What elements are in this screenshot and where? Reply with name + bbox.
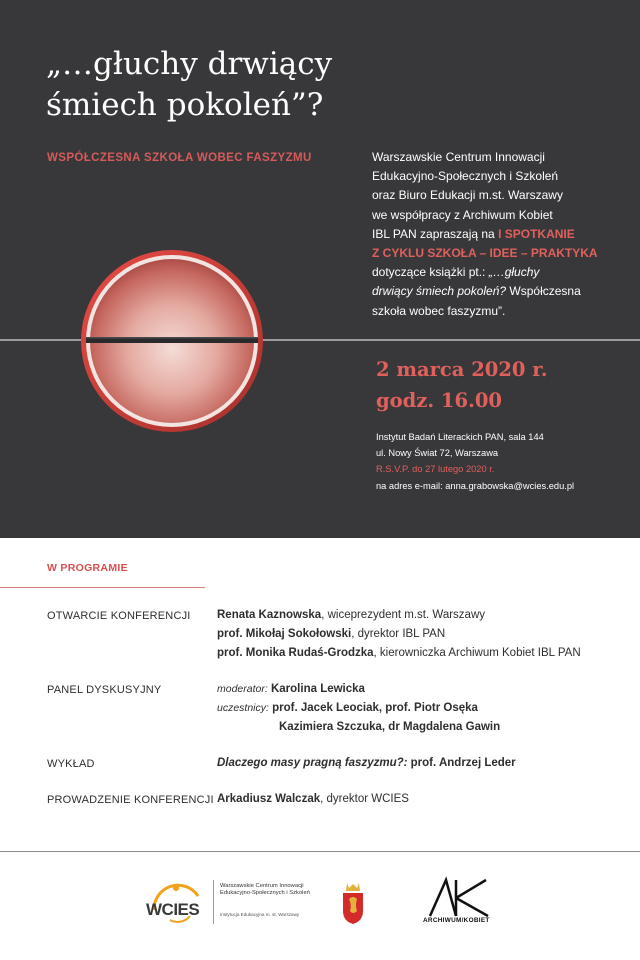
poster-title [46, 44, 366, 126]
invite-line: oraz Biuro Edukacji m.st. Warszawy [372, 188, 563, 203]
invite-text: dotyczące książki pt.: [372, 265, 489, 280]
venue-info [376, 429, 574, 494]
participants-names: prof. Jacek Leociak, prof. Piotr Osęka [272, 702, 478, 714]
speaker-role: , wiceprezydent m.st. Warszawy [321, 609, 485, 621]
lecture-title: Dlaczego masy pragną faszyzmu?: [217, 757, 408, 769]
invite-line [372, 282, 622, 301]
opening-label: OTWARCIE KONFERENCJI [47, 610, 191, 622]
lecture-line [217, 757, 516, 769]
invite-line: szkoła wobec faszyzmu”. [372, 303, 506, 318]
red-disc-illustration [80, 249, 264, 433]
speaker-name: prof. Mikołaj Sokołowski [217, 628, 352, 640]
org-name-line: Edukacyjno-Społecznych i Szkoleń [220, 890, 310, 897]
speaker-line [217, 647, 581, 659]
rsvp-deadline: R.S.V.P. do 27 lutego 2020 r. [376, 464, 495, 475]
meeting-number: I SPOTKANIE [498, 226, 575, 241]
archiwum-kobiet-logo-text: ARCHIWUM/KOBIET [423, 917, 490, 924]
host-role: , dyrektor WCIES [320, 793, 409, 805]
speaker-role: , dyrektor IBL PAN [351, 628, 446, 640]
moderator-name: Karolina Lewicka [270, 683, 365, 695]
book-title: „…głuchy [488, 265, 540, 280]
event-date: 2 marca 2020 r. [376, 358, 548, 381]
speaker-role: , kierowniczka Archiwum Kobiet IBL PAN [373, 647, 581, 659]
event-datetime [376, 354, 548, 416]
invite-text: Współczesna [506, 284, 581, 299]
title-line-1: „…głuchy drwiący [46, 46, 333, 82]
closing-label: PROWADZENIE KONFERENCJI [47, 794, 214, 806]
participants-names: Kazimiera Szczuka, dr Magdalena Gawin [279, 721, 501, 733]
invitation-text [372, 148, 622, 321]
participants-line [217, 702, 478, 714]
programme-header: W PROGRAMIE [47, 562, 128, 574]
speaker-name: Renata Kaznowska [217, 609, 322, 621]
logo-divider [213, 880, 214, 924]
lecture-speaker: prof. Andrzej Leder [407, 757, 516, 769]
panel-label: PANEL DYSKUSYJNY [47, 684, 162, 696]
speaker-name: prof. Monika Rudaś-Grodzka [217, 647, 374, 659]
invite-text: IBL PAN zapraszają na [372, 226, 499, 241]
invite-line: we współpracy z Archiwum Kobiet [372, 207, 553, 222]
warsaw-crest-icon [340, 881, 366, 925]
rsvp-email[interactable]: na adres e-mail: anna.grabowska@wcies.edu.pl [376, 480, 575, 491]
wcies-org-name [220, 883, 332, 898]
participants-line [279, 721, 500, 733]
series-name: Z CYKLU SZKOŁA – IDEE – PRAKTYKA [372, 246, 598, 261]
invite-line: Warszawskie Centrum Innowacji [372, 150, 545, 164]
moderator-label: moderator: [217, 683, 268, 695]
footer-divider [0, 851, 640, 852]
event-time: godz. 16.00 [376, 389, 502, 412]
invite-line [372, 225, 622, 244]
host-name: Arkadiusz Walczak [217, 793, 321, 805]
invite-line [372, 263, 622, 282]
programme-divider [0, 587, 205, 588]
invite-line: Edukacyjno-Społecznych i Szkoleń [372, 169, 559, 184]
closing-line [217, 793, 409, 805]
venue-address: ul. Nowy Świat 72, Warszawa [376, 448, 499, 459]
wcies-org-subtitle: Instytucja Edukacyjna m. st. Warszawy [220, 912, 300, 917]
participants-label: uczestnicy: [217, 702, 269, 714]
speaker-line [217, 628, 445, 640]
book-title: drwiący śmiech pokoleń? [372, 284, 507, 299]
poster-subtitle: WSPÓŁCZESNA SZKOŁA WOBEC FASZYZMU [47, 152, 312, 164]
title-line-2: śmiech pokoleń”? [46, 87, 324, 123]
org-name-line: Warszawskie Centrum Innowacji [220, 883, 304, 889]
venue-name: Instytut Badań Literackich PAN, sala 144 [376, 432, 544, 442]
moderator-line [217, 683, 365, 695]
wcies-logo-text: WCIES [146, 900, 200, 919]
lecture-label: WYKŁAD [47, 758, 95, 770]
speaker-line [217, 609, 485, 621]
